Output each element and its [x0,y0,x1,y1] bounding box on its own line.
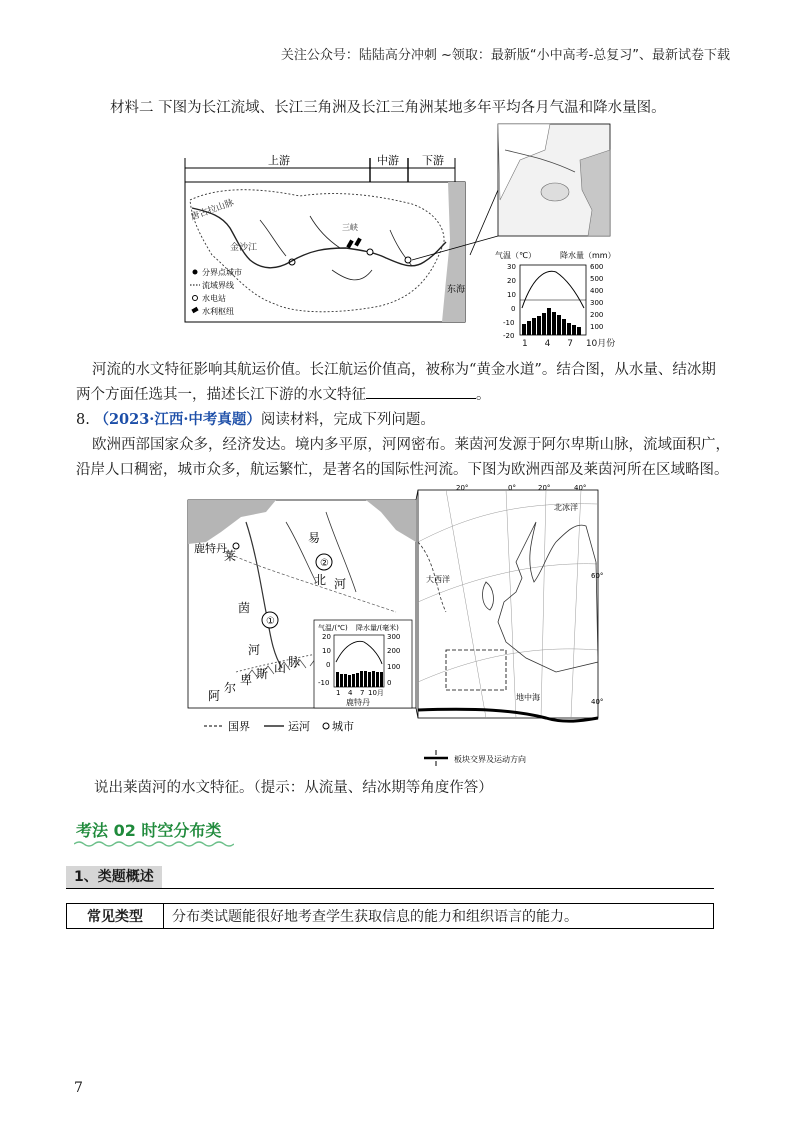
label-he1: 河 [334,577,347,591]
lon-0: 0° [508,484,516,492]
tick2-t0: 20 [322,633,331,641]
m2-10: 10月 [368,689,384,697]
legend2-city: 城市 [332,720,354,733]
tick2-t3: -10 [318,679,330,687]
yangtze-map-figure [150,120,740,345]
month-10: 10月份 [585,339,616,349]
legend-hydropower: 水电站 [202,294,226,303]
table-value: 分布类试题能很好地考查学生获取信息的能力和组织语言的能力。 [164,904,714,929]
label-rotterdam: 鹿特丹 [194,542,227,555]
m2-1: 1 [336,689,341,697]
tick-t1: 20 [507,277,516,285]
table-row [67,904,714,929]
tick2-r0: 300 [387,633,401,641]
legend-dam: 水利枢纽 [202,307,234,316]
label-si: 斯 [256,667,269,681]
tick2-r1: 200 [387,647,401,655]
q8-para2: 沿岸人口稠密，城市众多，航运繁忙，是著名的国际性河流。下图为欧洲西部及莱茵河所在区域略图。 [76,462,729,478]
section-title: 考法 02 时空分布类 [76,821,222,840]
tick-r1: 500 [590,275,604,283]
month-4: 4 [544,339,551,349]
rotterdam-climate-chart [314,620,412,708]
tick-r2: 400 [590,287,604,295]
label-shan: 山 [274,661,287,675]
label-mai: 脉 [288,655,301,669]
tick-t4: -10 [503,319,515,327]
tick-r0: 600 [590,263,604,271]
segment-lower: 下游 [422,154,444,167]
segment-upper: 上游 [268,154,290,167]
segment-middle: 中游 [377,154,399,167]
plate-legend: 板块交界及运动方向 [454,755,526,764]
label-atlantic: 大西洋 [426,575,450,584]
lon-40e: 40° [574,484,587,492]
material2-text: 材料二 下图为长江流域、长江三角洲及长江三角洲某地多年平均各月气温和降水量图。 [110,100,666,116]
label-er: 尔 [224,681,237,695]
legend2-border: 国界 [228,720,250,733]
legend2-canal: 运河 [288,720,310,733]
q7-answer-blank[interactable] [366,384,476,399]
label-he2: 河 [248,643,261,657]
month-7: 7 [567,339,573,349]
label-bei: 北 [314,573,327,587]
page-number: 7 [74,1080,83,1096]
label-a: 阿 [208,689,221,703]
section-underline-wave [74,840,234,848]
overview-table [66,903,714,929]
subsection-rule [66,888,714,889]
m2-4: 4 [348,689,353,697]
legend-city: 分界点城市 [202,268,242,277]
tick-t0: 30 [507,263,516,271]
label-three-gorges: 三峡 [342,223,358,232]
lon-20w: 20° [456,484,469,492]
m2-7: 7 [360,689,365,697]
lat-40: 40° [591,698,604,706]
climate1-rain-unit: 降水量（mm） [560,251,616,260]
lat-60: 60° [591,572,604,580]
tick-r5: 100 [590,323,604,331]
label-yi: 易 [308,531,321,545]
tick-t5: -20 [503,332,515,340]
label-yin: 茵 [238,601,251,615]
subsection-title: 1、类题概述 [66,866,162,888]
q8-para1: 欧洲西部国家众多，经济发达。境内多平原，河网密布。莱茵河发源于阿尔卑斯山脉，流域面积广， [92,437,730,453]
q8-task: 说出莱茵河的水文特征。（提示：从流量、结冰期等角度作答） [94,780,493,796]
q8-source: （2023·江西·中考真题） [94,411,261,428]
legend-boundary: 流域界线 [202,281,234,290]
tick2-t1: 10 [322,647,331,655]
yangtze-climate-chart [495,250,616,340]
tick2-r3: 0 [387,679,392,687]
label-arctic: 北冰洋 [554,503,578,512]
rhine-map-figure [186,482,606,767]
header-note: 关注公众号：陆陆高分冲刺 ~领取：最新版“小中高考-总复习”、最新试卷下载 [280,48,730,63]
lon-20e: 20° [538,484,551,492]
q8-number: 8. [76,412,90,428]
tick-t2: 10 [507,291,516,299]
label-lai: 莱 [224,549,237,563]
q8-prompt: 阅读材料，完成下列问题。 [260,412,435,428]
tick-r4: 200 [590,311,604,319]
marker-1: ① [266,616,275,627]
q7-line2-end: 。 [476,387,491,403]
q7-line1: 河流的水文特征影响其航运价值。长江航运价值高，被称为“黄金水道”。结合图，从水量、结冰期 [92,362,716,378]
climate1-temp-unit: 气温（℃） [495,251,536,260]
label-east-sea: 东海 [447,285,466,295]
month-1: 1 [522,339,528,349]
tick-r3: 300 [590,299,604,307]
climate2-temp-unit: 气温/(℃) [318,624,348,632]
climate2-rain-unit: 降水量/(毫米) [356,624,399,632]
tick-t3: 0 [511,305,516,313]
label-bei2: 卑 [240,673,253,687]
label-mediterranean: 地中海 [516,693,540,702]
tick2-t2: 0 [326,661,331,669]
label-tanggula: 唐古拉山脉 [189,198,236,223]
marker-2: ② [320,558,329,569]
tick2-r2: 100 [387,663,401,671]
table-key: 常见类型 [67,904,164,929]
climate2-city: 鹿特丹 [346,698,370,707]
label-jinsha: 金沙江 [230,243,258,253]
q7-line2: 两个方面任选其一，描述长江下游的水文特征 [76,387,366,403]
